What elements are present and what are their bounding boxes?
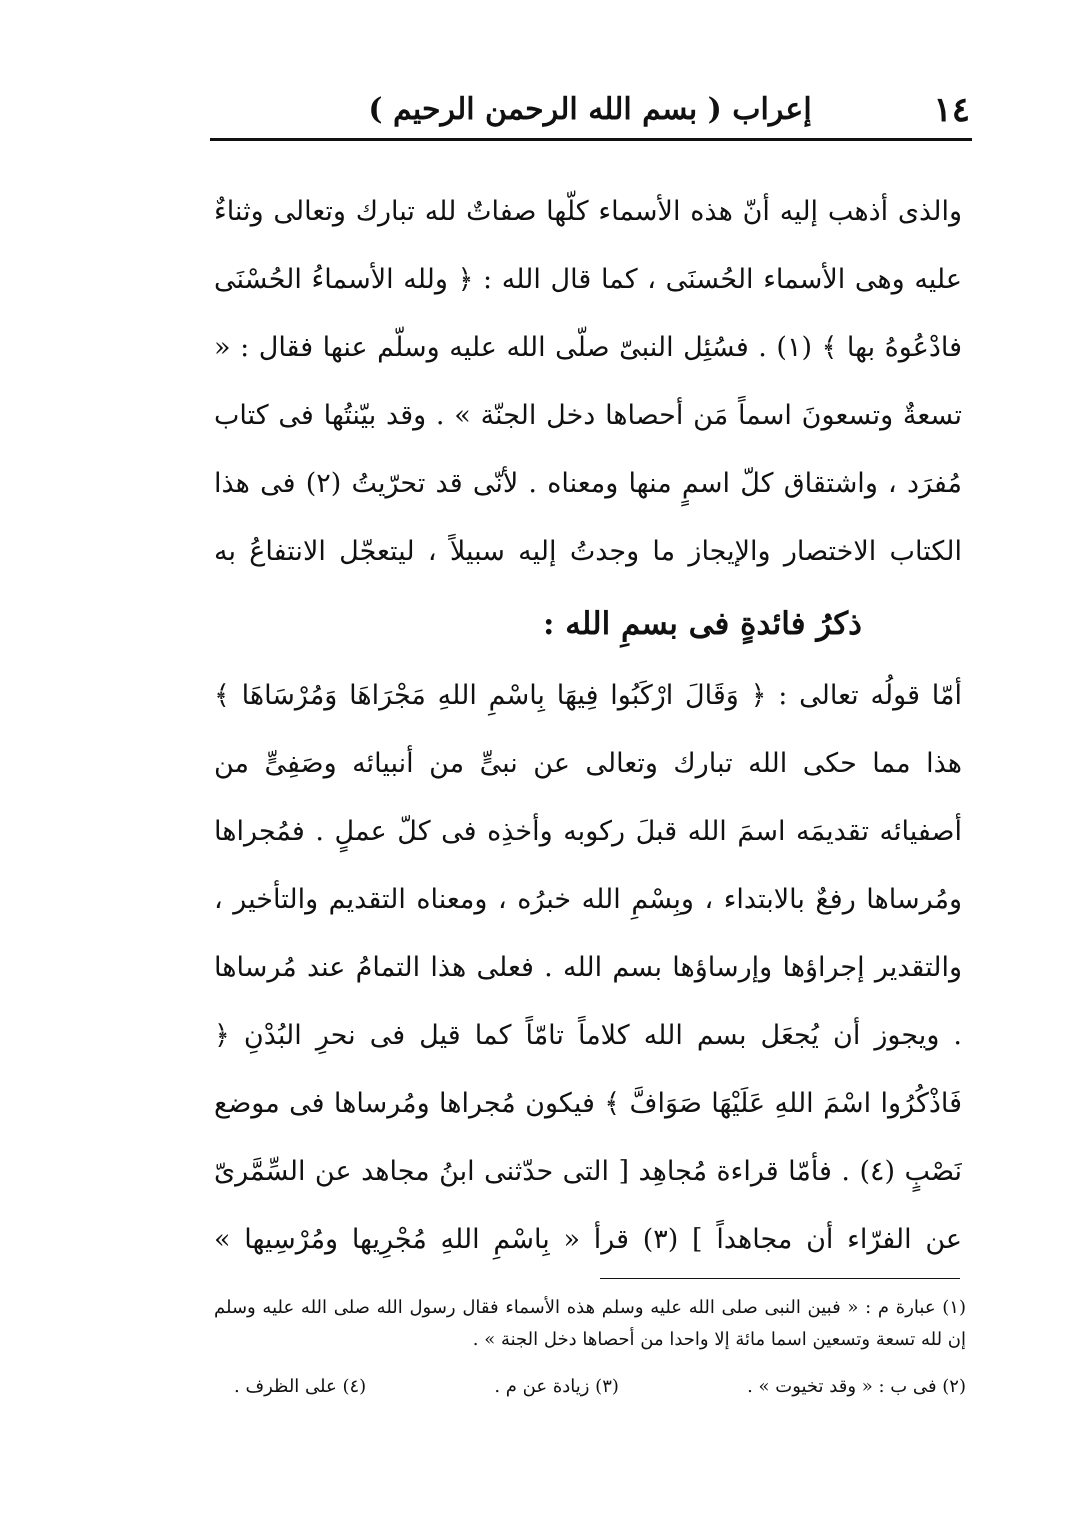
page-header	[210, 88, 970, 136]
running-title: إعراب ( بسم الله الرحمن الرحيم )	[368, 92, 812, 127]
footnote-row	[214, 1370, 966, 1404]
paragraph-2: أمّا قولُه تعالى : ﴿ وَقَالَ ارْكَبُوا فِيهَا بِاسْمِ اللهِ مَجْرَاهَا وَمُرْسَاهَا ﴾ هذا مما حكى الله تبارك وتعالى عن نبىٍّ من أنبيائه وصَفِىٍّ من أصفيائه تقديمَه اسمَ الله قبلَ ركوبه وأخذِه فى كلّ عملٍ . فمُجراها ومُرساها رفعٌ بالابتداء ، وبِسْمِ الله خبرُه ، ومعناه التقديم والتأخير ، والتقدير إجراؤها وإرساؤها بسم الله . فعلى هذا التمامُ عند مُرساها . ويجوز أن يُجعَل بسم الله كلاماً تامّاً كما قيل فى نحرِ البُدْنِ ﴿ فَاذْكُرُوا اسْمَ اللهِ عَلَيْهَا صَوَافَّ ﴾ فيكون مُجراها ومُرساها فى موضع نَصْبٍ (٤) . فأمّا قراءة مُجاهِد [ التى حدّثنى ابنُ مجاهد عن السِّمَّرىّ عن الفرّاء أن مجاهداً ] (٣) قرأ « بِاسْمِ اللهِ مُجْرِيها ومُرْسِيها »	[214, 680, 962, 1255]
footnote-2: (٢) فى ب : « وقد تخيوت » .	[747, 1376, 966, 1397]
page-number: ١٤	[933, 90, 970, 130]
footnotes	[214, 1292, 966, 1404]
header-rule	[210, 138, 972, 141]
footnote-3: (٣) زيادة عن م .	[494, 1376, 619, 1397]
body-text	[214, 178, 962, 1274]
paragraph-1: والذى أذهب إليه أنّ هذه الأسماء كلّها صفاتٌ لله تبارك وتعالى وثناءٌ عليه وهى الأسماء الحُسنَى ، كما قال الله : ﴿ ولله الأسماءُ الحُسْنَى فادْعُوهُ بها ﴾ (١) . فسُئِل النبىّ صلّى الله عليه وسلّم عنها فقال : « تسعةٌ وتسعونَ اسماً مَن أحصاها دخل الجنّة » . وقد بيّنتُها فى كتاب مُفرَد ، واشتقاق كلّ اسمٍ منها ومعناه . لأنّى قد تحرّيتُ (٢) فى هذا الكتاب الاختصار والإيجاز ما وجدتُ إليه سبيلاً ، ليتعجّل الانتفاعُ به	[214, 196, 962, 567]
footnote-rule	[600, 1278, 960, 1279]
footnote-4: (٤) على الظرف .	[234, 1376, 367, 1397]
section-heading: ذكرُ فائدةٍ فى بسمِ الله :	[543, 606, 862, 642]
footnote-1: (١) عبارة م : « فبين النبى صلى الله عليه وسلم هذه الأسماء فقال رسول الله صلى الله عليه وسلم إن لله تسعة وتسعين اسما مائة إلا واحدا من أحصاها دخل الجنة » .	[214, 1297, 966, 1350]
